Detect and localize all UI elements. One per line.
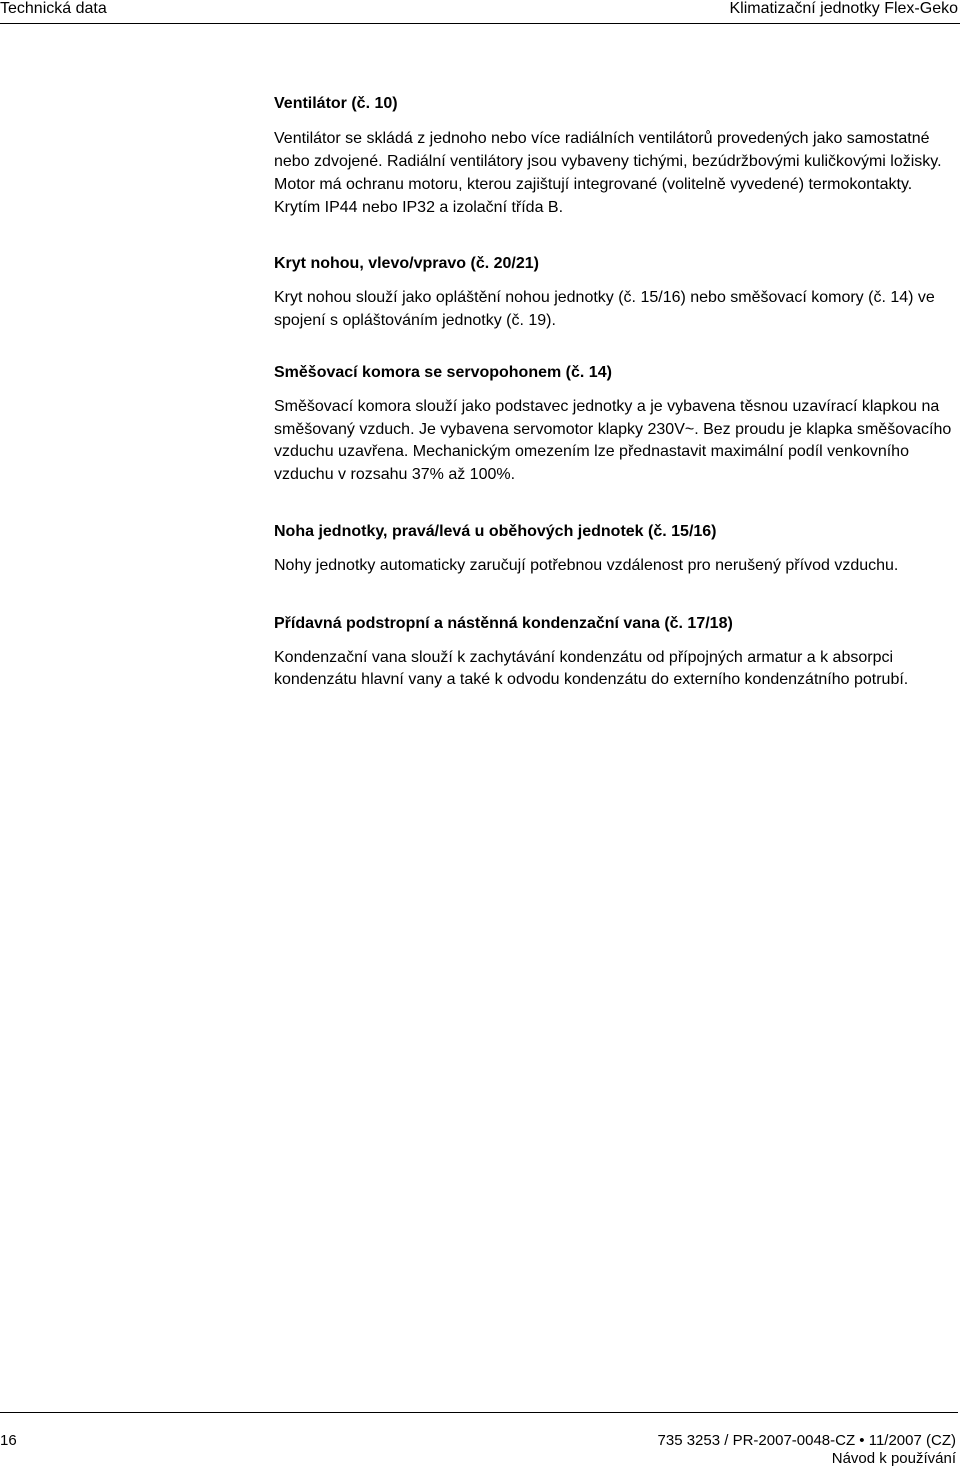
header-divider: [0, 23, 960, 24]
header-document-title: Klimatizační jednotky Flex-Geko: [729, 0, 958, 17]
section-heading: Přídavná podstropní a nástěnná kondenzační vana (č. 17/18): [274, 614, 733, 632]
footer-document-info: [658, 1432, 956, 1468]
section-leg-cover: [274, 253, 956, 332]
header-section-title: Technická data: [0, 0, 107, 17]
section-unit-legs: [274, 521, 956, 578]
footer-divider: [0, 1412, 958, 1413]
section-paragraph: Nohy jednotky automaticky zaručují potřebnou vzdálenost pro nerušený přívod vzduchu.: [274, 557, 899, 574]
page-number: 16: [0, 1432, 17, 1449]
section-ventilator: [274, 93, 956, 219]
section-paragraph: Ventilátor se skládá z jednoho nebo více radiálních ventilátorů provedených jako samostatné nebo zdvojené. Radiální ventilátory jsou vybaveny tichými, bezúdržbovými kuličkovými ložisky. Motor má ochranu motoru, kterou zajištují integrované (volitelně vyvedené) termokontakty. Krytím IP44 nebo IP32 a izolační třída B.: [274, 130, 942, 216]
section-mixing-chamber: [274, 362, 956, 486]
document-id: 735 3253 / PR-2007-0048-CZ • 11/2007 (CZ): [657, 1432, 956, 1449]
section-paragraph: Kondenzační vana slouží k zachytávání kondenzátu od přípojných armatur a k absorpci kondenzátu hlavní vany a také k odvodu kondenzátu do externího kondenzátního potrubí.: [274, 648, 909, 688]
section-heading: Směšovací komora se servopohonem (č. 14): [274, 364, 612, 381]
section-paragraph: Směšovací komora slouží jako podstavec jednotky a je vybavena těsnou uzavírací klapkou na směšovaný vzduch. Je vybavena servomotor klapky 230V~. Bez proudu je klapka směšovacího vzduchu uzavřena. Mechanickým omezením lze přednastavit maximální podíl venkovního vzduchu v rozsahu 37% až 100%.: [274, 398, 952, 483]
section-heading: Ventilátor (č. 10): [274, 95, 398, 112]
page-content: [274, 93, 956, 692]
section-paragraph: Kryt nohou slouží jako opláštění nohou jednotky (č. 15/16) nebo směšovací komory (č. 14) ve spojení s opláštováním jednotky (č. 19).: [274, 289, 935, 329]
section-heading: Noha jednotky, pravá/levá u oběhových jednotek (č. 15/16): [274, 523, 717, 540]
section-heading: Kryt nohou, vlevo/vpravo (č. 20/21): [274, 255, 539, 272]
section-condensate-tray: [274, 613, 956, 692]
document-type: Návod k používání: [831, 1450, 956, 1467]
